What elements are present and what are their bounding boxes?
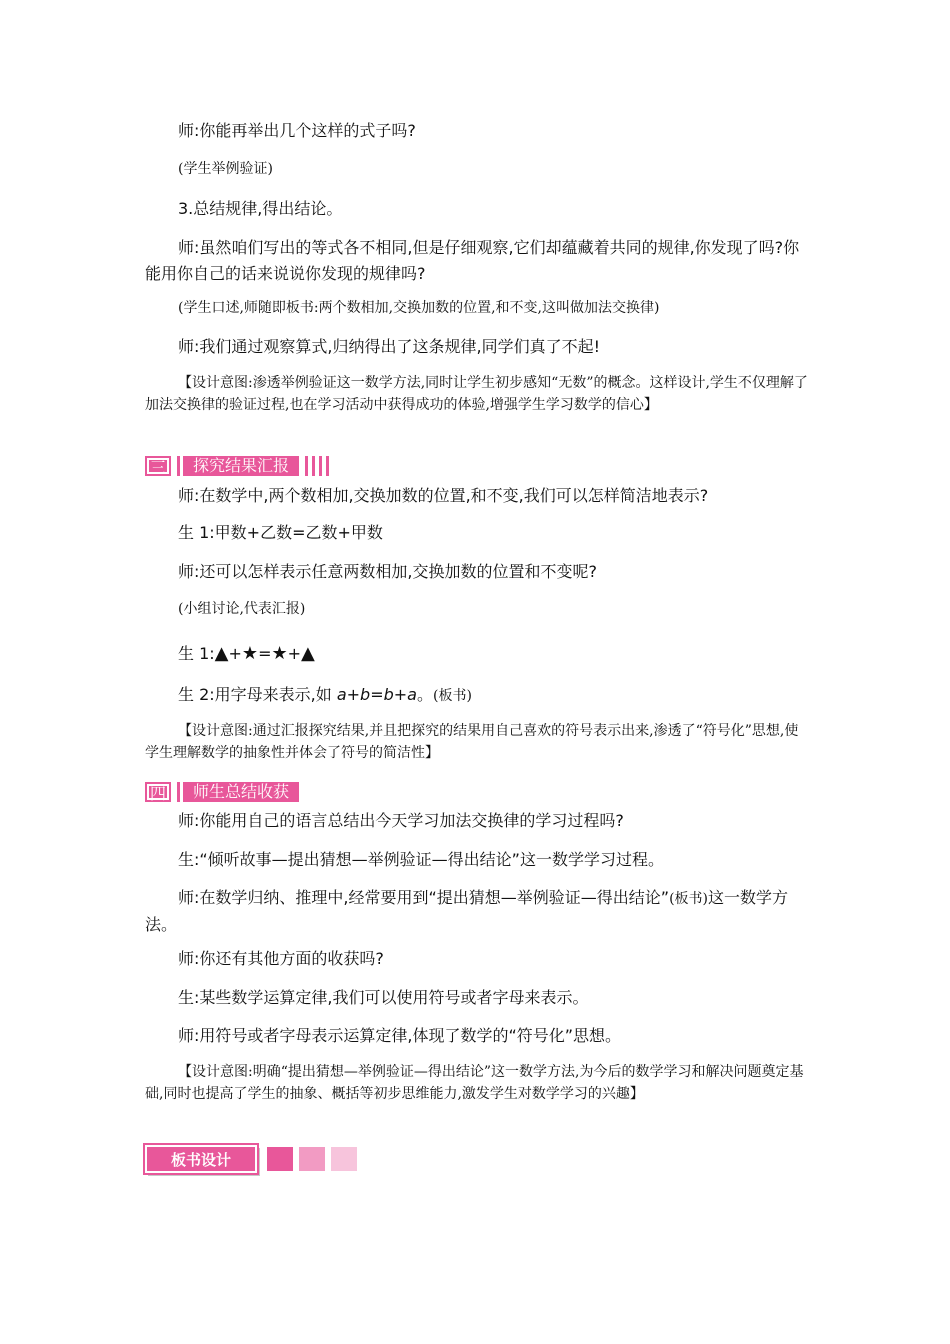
decor-square-light <box>331 1147 357 1171</box>
s4-teacher-question-2: 师:你还有其他方面的收获吗? <box>178 949 384 968</box>
board-design-header <box>145 1145 357 1173</box>
symbol-answer-prefix: 生 1: <box>178 644 215 663</box>
section-header-3 <box>145 454 333 478</box>
formula: a+b=b+a <box>336 685 417 704</box>
student-action-1: (学生举例验证) <box>178 161 273 177</box>
s3-student-answer-1: 生 1:甲数+乙数=乙数+甲数 <box>178 523 383 542</box>
board-design-label: 板书设计 <box>145 1145 257 1173</box>
s4-teacher-summary <box>145 885 810 938</box>
s4-teacher-question: 师:你能用自己的语言总结出今天学习加法交换律的学习过程吗? <box>178 811 624 830</box>
letter-answer-prefix: 生 2:用字母来表示,如 <box>178 685 337 704</box>
design-intent-2: 【设计意图:通过汇报探究结果,并且把探究的结果用自己喜欢的符号表示出来,渗透了“符号化”思想,使学生理解数学的抽象性并体会了符号的简洁性】 <box>145 723 799 761</box>
board-note: (板书) <box>433 688 472 704</box>
section-title-4: 师生总结收获 <box>183 782 299 802</box>
decor-square-dark <box>267 1147 293 1171</box>
s4-student-answer-2: 生:某些数学运算定律,我们可以使用符号或者字母来表示。 <box>178 988 589 1007</box>
s3-group-discussion: (小组讨论,代表汇报) <box>178 601 306 617</box>
s4-teacher-conclusion: 师:用符号或者字母表示运算定律,体现了数学的“符号化”思想。 <box>178 1026 622 1045</box>
s3-teacher-question: 师:在数学中,两个数相加,交换加数的位置,和不变,我们可以怎样简洁地表示? <box>178 486 709 505</box>
triangle-icon: ▲ <box>301 643 315 664</box>
s3-letter-answer <box>178 682 472 705</box>
equals-sign: = <box>258 644 272 663</box>
divider-bar <box>177 782 180 802</box>
period: 。 <box>416 685 433 704</box>
star-icon: ★ <box>241 643 259 664</box>
divider-bar <box>177 456 180 476</box>
stripe-decoration <box>305 456 333 476</box>
s3-symbol-answer <box>178 641 315 664</box>
teacher-praise: 师:我们通过观察算式,归纳得出了这条规律,同学们真了不起! <box>178 337 600 356</box>
plus-sign: + <box>228 644 242 663</box>
plus-sign: + <box>287 644 302 663</box>
section-title-3: 探究结果汇报 <box>183 456 299 476</box>
star-icon: ★ <box>271 643 288 664</box>
s3-teacher-question-2: 师:还可以怎样表示任意两数相加,交换加数的位置和不变呢? <box>178 562 597 581</box>
triangle-icon: ▲ <box>214 643 229 664</box>
teacher-question-1: 师:你能再举出几个这样的式子吗? <box>178 121 416 140</box>
teacher-paragraph-2: 师:虽然咱们写出的等式各不相同,但是仔细观察,它们却蕴藏着共同的规律,你发现了吗?你能用你自己的话来说说你发现的规律吗? <box>145 238 800 283</box>
section-number-3: 三 <box>145 456 171 476</box>
s4-student-answer: 生:“倾听故事—提出猜想—举例验证—得出结论”这一数学学习过程。 <box>178 850 664 869</box>
section-number-4: 四 <box>145 782 171 802</box>
design-intent-1: 【设计意图:渗透举例验证这一数学方法,同时让学生初步感知“无数”的概念。这样设计,学生不仅理解了加法交换律的验证过程,也在学习活动中获得成功的体验,增强学生学习数学的信心】 <box>145 375 808 413</box>
summary-text-c: 这一数学方法。 <box>145 888 789 934</box>
section-header-4 <box>145 780 299 804</box>
design-intent-3: 【设计意图:明确“提出猜想—举例验证—得出结论”这一数学方法,为今后的数学学习和解决问题奠定基础,同时也提高了学生的抽象、概括等初步思维能力,激发学生对数学学习的兴趣】 <box>145 1064 804 1102</box>
board-note: (板书) <box>669 891 708 907</box>
summary-text-a: 师:在数学归纳、推理中,经常要用到“提出猜想—举例验证—得出结论” <box>178 888 670 907</box>
decor-square-medium <box>299 1147 325 1171</box>
step-heading-3: 3.总结规律,得出结论。 <box>178 199 343 218</box>
student-action-2: (学生口述,师随即板书:两个数相加,交换加数的位置,和不变,这叫做加法交换律) <box>178 300 660 316</box>
